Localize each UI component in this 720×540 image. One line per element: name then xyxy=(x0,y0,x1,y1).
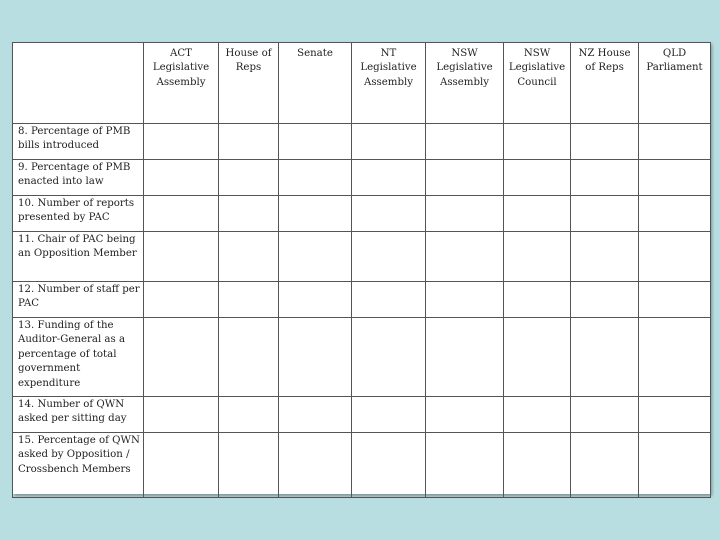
row-label: 12. Number of staff per PAC xyxy=(13,282,144,318)
data-cell[interactable] xyxy=(352,232,426,282)
data-cell[interactable] xyxy=(219,196,279,232)
data-cell[interactable] xyxy=(571,433,639,498)
data-cell[interactable] xyxy=(504,160,571,196)
data-cell[interactable] xyxy=(426,433,504,498)
data-cell[interactable] xyxy=(426,124,504,160)
data-cell[interactable] xyxy=(352,124,426,160)
data-cell[interactable] xyxy=(426,318,504,397)
data-cell[interactable] xyxy=(639,282,711,318)
table-row xyxy=(13,160,711,196)
data-cell[interactable] xyxy=(352,318,426,397)
data-cell[interactable] xyxy=(219,232,279,282)
data-cell[interactable] xyxy=(279,282,352,318)
row-label: 9. Percentage of PMB enacted into law xyxy=(13,160,144,196)
data-cell[interactable] xyxy=(352,160,426,196)
table-row xyxy=(13,433,711,498)
data-cell[interactable] xyxy=(504,318,571,397)
table-row xyxy=(13,124,711,160)
data-cell[interactable] xyxy=(571,232,639,282)
data-cell[interactable] xyxy=(144,318,219,397)
column-header: ACT Legislative Assembly xyxy=(144,43,219,124)
data-cell[interactable] xyxy=(571,318,639,397)
data-cell[interactable] xyxy=(279,397,352,433)
header-corner-cell xyxy=(13,43,144,124)
row-label: 8. Percentage of PMB bills introduced xyxy=(13,124,144,160)
data-cell[interactable] xyxy=(352,282,426,318)
data-cell[interactable] xyxy=(426,397,504,433)
table-row xyxy=(13,282,711,318)
row-label: 11. Chair of PAC being an Opposition Member xyxy=(13,232,144,282)
row-label: 14. Number of QWN asked per sitting day xyxy=(13,397,144,433)
data-cell[interactable] xyxy=(279,433,352,498)
table-row xyxy=(13,318,711,397)
table-row xyxy=(13,232,711,282)
data-cell[interactable] xyxy=(639,124,711,160)
data-cell[interactable] xyxy=(504,124,571,160)
header-row xyxy=(13,43,711,124)
data-cell[interactable] xyxy=(639,433,711,498)
data-cell[interactable] xyxy=(426,196,504,232)
data-cell[interactable] xyxy=(571,160,639,196)
data-cell[interactable] xyxy=(426,232,504,282)
data-cell[interactable] xyxy=(352,397,426,433)
column-header: NSW Legislative Assembly xyxy=(426,43,504,124)
data-cell[interactable] xyxy=(144,124,219,160)
data-cell[interactable] xyxy=(144,282,219,318)
column-header: House of Reps xyxy=(219,43,279,124)
data-cell[interactable] xyxy=(639,232,711,282)
data-cell[interactable] xyxy=(426,160,504,196)
data-cell[interactable] xyxy=(279,196,352,232)
data-cell[interactable] xyxy=(352,433,426,498)
data-cell[interactable] xyxy=(571,124,639,160)
data-cell[interactable] xyxy=(279,160,352,196)
row-label: 15. Percentage of QWN asked by Opposition / Crossbench Members xyxy=(13,433,144,498)
column-header: Senate xyxy=(279,43,352,124)
data-cell[interactable] xyxy=(352,196,426,232)
data-cell[interactable] xyxy=(144,196,219,232)
column-header: NSW Legislative Council xyxy=(504,43,571,124)
data-cell[interactable] xyxy=(144,397,219,433)
data-cell[interactable] xyxy=(639,160,711,196)
data-cell[interactable] xyxy=(504,282,571,318)
data-cell[interactable] xyxy=(639,397,711,433)
table-row xyxy=(13,196,711,232)
data-cell[interactable] xyxy=(279,232,352,282)
data-cell[interactable] xyxy=(639,196,711,232)
data-cell[interactable] xyxy=(219,160,279,196)
data-cell[interactable] xyxy=(504,232,571,282)
data-cell[interactable] xyxy=(219,318,279,397)
column-header: NZ House of Reps xyxy=(571,43,639,124)
data-cell[interactable] xyxy=(219,433,279,498)
data-cell[interactable] xyxy=(571,282,639,318)
data-cell[interactable] xyxy=(219,282,279,318)
data-cell[interactable] xyxy=(219,124,279,160)
data-cell[interactable] xyxy=(504,433,571,498)
data-cell[interactable] xyxy=(571,397,639,433)
data-cell[interactable] xyxy=(144,160,219,196)
table-row xyxy=(13,397,711,433)
data-cell[interactable] xyxy=(426,282,504,318)
data-cell[interactable] xyxy=(144,433,219,498)
comparison-table xyxy=(12,42,711,498)
column-header: NT Legislative Assembly xyxy=(352,43,426,124)
data-cell[interactable] xyxy=(279,318,352,397)
row-label: 10. Number of reports presented by PAC xyxy=(13,196,144,232)
data-cell[interactable] xyxy=(639,318,711,397)
data-cell[interactable] xyxy=(219,397,279,433)
column-header: QLD Parliament xyxy=(639,43,711,124)
data-cell[interactable] xyxy=(279,124,352,160)
data-cell[interactable] xyxy=(504,196,571,232)
data-cell[interactable] xyxy=(144,232,219,282)
data-cell[interactable] xyxy=(504,397,571,433)
table-sheet xyxy=(12,42,710,494)
row-label: 13. Funding of the Auditor-General as a percentage of total government expenditure xyxy=(13,318,144,397)
data-cell[interactable] xyxy=(571,196,639,232)
